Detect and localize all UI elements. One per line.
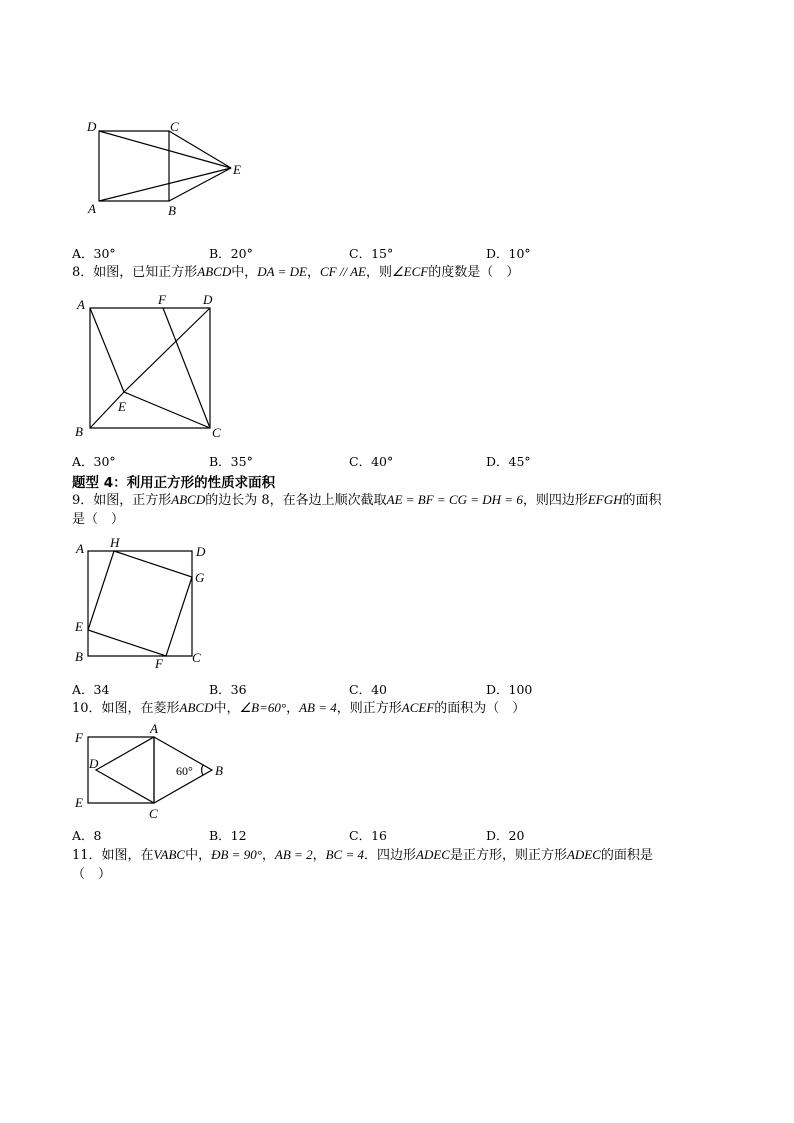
q8-option-c[interactable]: C．40°	[349, 454, 394, 469]
q10-option-c[interactable]: C．16	[349, 828, 387, 843]
label-B: B	[215, 763, 223, 778]
label-C: C	[192, 650, 201, 665]
figure-q7	[80, 115, 260, 225]
label-A: A	[77, 297, 85, 312]
label-D: D	[89, 756, 99, 771]
label-B: B	[168, 203, 176, 218]
q11-text-line2: （ ）	[72, 867, 112, 882]
label-E: E	[75, 795, 83, 810]
section-title: 题型 4：利用正方形的性质求面积	[72, 475, 276, 491]
label-F: F	[75, 730, 83, 745]
q10-option-d[interactable]: D．20	[486, 828, 525, 843]
q7-option-d[interactable]: D．10°	[486, 246, 531, 261]
label-B: B	[75, 424, 83, 439]
label-D: D	[87, 119, 97, 134]
q10-option-a[interactable]: A．8	[72, 828, 102, 843]
label-F: F	[158, 292, 166, 307]
q7-options	[72, 244, 772, 262]
q9-option-b[interactable]: B．36	[209, 682, 247, 697]
label-H: H	[110, 535, 120, 550]
label-angle-60: 60°	[176, 764, 193, 778]
q9-text-line2: 是（ ）	[72, 512, 125, 527]
label-G: G	[195, 570, 205, 585]
square-abcd	[99, 131, 169, 201]
label-E: E	[75, 619, 83, 634]
label-D: D	[196, 544, 206, 559]
quad-efgh	[88, 551, 192, 656]
angle-b-arc	[202, 765, 203, 775]
figure-q10	[70, 718, 240, 823]
label-B: B	[75, 649, 83, 664]
q9-option-c[interactable]: C．40	[349, 682, 387, 697]
label-D: D	[203, 292, 213, 307]
label-C: C	[149, 806, 158, 821]
label-C: C	[212, 425, 221, 440]
q10-option-b[interactable]: B．12	[209, 828, 247, 843]
figure-q8	[70, 288, 240, 448]
q9-text-line1: 9．如图，正方形ABCD的边长为 8，在各边上顺次截取AE = BF = CG = DH = 6，则四边形EFGH的面积	[72, 492, 662, 508]
label-F: F	[155, 656, 163, 671]
square-abcd	[88, 551, 192, 656]
label-A: A	[76, 541, 84, 556]
q8-option-a[interactable]: A．30°	[72, 454, 116, 469]
q10-text: 10．如图，在菱形ABCD中，∠B=60°，AB = 4，则正方形ACEF的面积为（ ）	[72, 700, 526, 716]
q11-text-line1: 11．如图，在VABC中，ÐB = 90°，AB = 2，BC = 4．四边形ADEC是正方形，则正方形ADEC的面积是	[72, 847, 653, 863]
q9-option-a[interactable]: A．34	[72, 682, 110, 697]
q7-option-a[interactable]: A．30°	[72, 246, 116, 261]
q10-options	[72, 826, 772, 844]
q8-text: 8．如图，已知正方形ABCD中，DA = DE，CF // AE，则∠ECF的度数是（ ）	[72, 264, 520, 280]
figure-q9	[70, 535, 220, 675]
q8-option-d[interactable]: D．45°	[486, 454, 531, 469]
label-A: A	[88, 201, 96, 216]
q8-options	[72, 452, 772, 470]
q7-option-b[interactable]: B．20°	[209, 246, 253, 261]
label-E: E	[233, 162, 241, 177]
label-C: C	[170, 119, 179, 134]
q8-option-b[interactable]: B．35°	[209, 454, 253, 469]
label-A: A	[150, 721, 158, 736]
q9-option-d[interactable]: D．100	[486, 682, 533, 697]
q9-options	[72, 680, 772, 698]
label-E: E	[118, 399, 126, 414]
q7-option-c[interactable]: C．15°	[349, 246, 394, 261]
